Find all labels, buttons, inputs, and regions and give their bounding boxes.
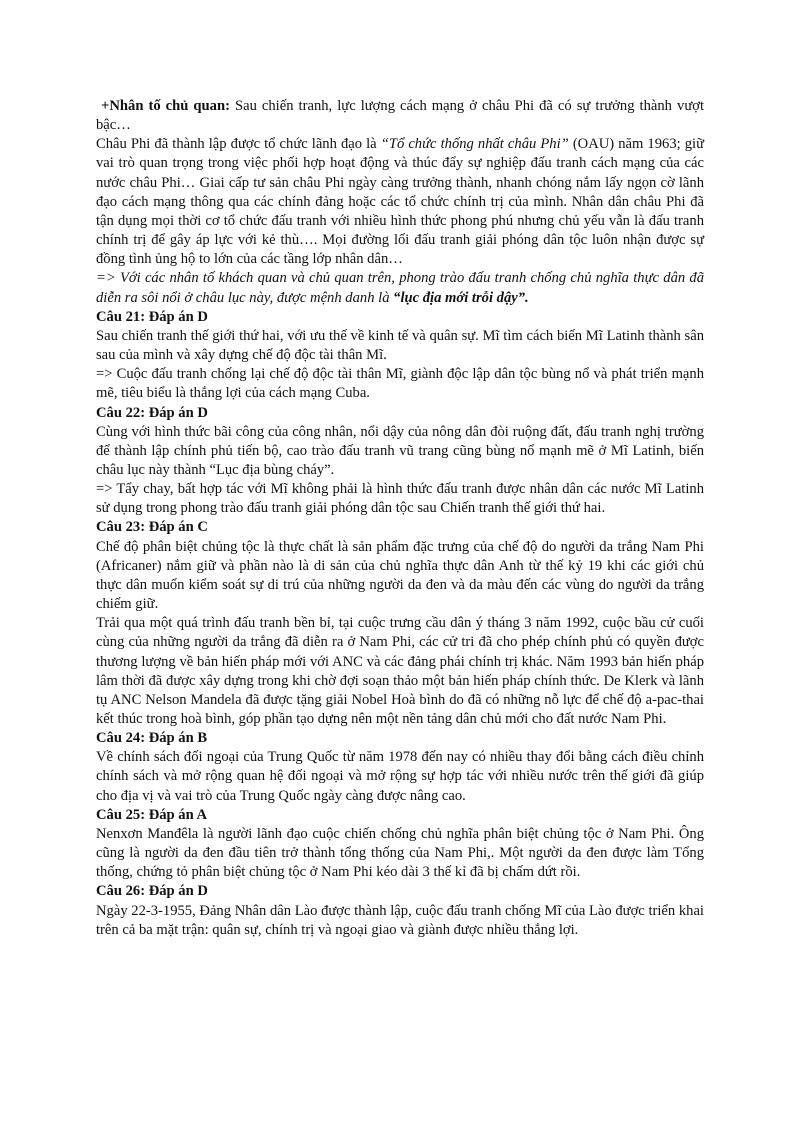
question-24-paragraph: Về chính sách đối ngoại của Trung Quốc từ năm 1978 đến nay có nhiều thay đổi bằng cách điều chỉnh chính sách và mở rộng quan hệ đối ngoại và mở rộng sự hợp tác với nhiều nước trên thế giới đã giúp cho địa vị và vai trò của Trung Quốc ngày càng được nâng cao.	[96, 749, 704, 804]
question-22-heading: Câu 22: Đáp án D	[96, 404, 208, 421]
question-21-paragraph: => Cuộc đấu tranh chống lại chế độ độc tài thân Mĩ, giành độc lập dân tộc bùng nổ và phát triển mạnh mẽ, tiêu biểu là thắng lợi của cách mạng Cuba.	[96, 366, 704, 402]
question-22-paragraph: => Tẩy chay, bất hợp tác với Mĩ không phải là hình thức đấu tranh được nhân dân các nước Mĩ Latinh sử dụng trong phong trào đấu tranh giải phóng dân tộc sau Chiến tranh thế giới thứ hai.	[96, 481, 704, 517]
paragraph-conclusion	[96, 269, 704, 307]
oau-name: “Tổ chức thống nhất châu Phi”	[380, 136, 569, 153]
question-23-paragraph: Trải qua một quá trình đấu tranh bền bỉ, tại cuộc trưng cầu dân ý tháng 3 năm 1992, cuộc bầu cử cuối cùng của những người da trắng đã diễn ra ở Nam Phi, các cử tri đã cho phép chính phủ có quyền được thương lượng về bản hiến pháp mới với ANC và các đảng phái chính trị khác. Năm 1993 bản hiến pháp lâm thời đã được xây dựng trong khi chờ đợi soạn thảo một bản hiến pháp chính thức. De Klerk và lãnh tụ ANC Nelson Mandela đã được tặng giải Nobel Hoà bình do đã có những nỗ lực để chế độ a-pac-thai kết thúc trong hoà bình, góp phần tạo dựng nên một nền tảng dân chủ mới cho đất nước Nam Phi.	[96, 615, 704, 727]
question-26-heading: Câu 26: Đáp án D	[96, 883, 208, 900]
question-25-paragraph: Nenxơn Manđêla là người lãnh đạo cuộc chiến chống chủ nghĩa phân biệt chủng tộc ở Nam Phi. Ông cũng là người da đen đầu tiên trở thành tổng thống của Nam Phi,. Một người da đen được làm Tổng thống, chứng tỏ phân biệt chủng tộc ở Nam Phi kéo dài 3 thế kỉ đã bị chấm dứt rồi.	[96, 825, 704, 881]
question-23-paragraph: Chế độ phân biệt chủng tộc là thực chất là sản phẩm đặc trưng của chế độ do người da trắng Nam Phi (Africaner) nắm giữ và phần nào là di sản của chủ nghĩa thực dân Anh từ thế kỷ 19 khi các giới chủ thực dân muốn kiểm soát sự di trú của những người da đen và da màu đến các vùng do người da trắng chiếm giữ.	[96, 538, 704, 613]
subjective-factor-label: +Nhân tố chủ quan:	[101, 98, 230, 114]
subjective-factor-text: Sau chiến tranh, lực lượng cách mạng ở châu Phi đã có sự trưởng thành vượt bậc…	[96, 98, 705, 134]
question-24-heading: Câu 24: Đáp án B	[96, 730, 208, 747]
conclusion-emphasis: “lục địa mới trỗi dậy”.	[393, 289, 529, 306]
question-21-heading: Câu 21: Đáp án D	[96, 308, 208, 325]
question-26-paragraph: Ngày 22-3-1955, Đảng Nhân dân Lào được thành lập, cuộc đấu tranh chống Mĩ của Lào được triển khai trên cả ba mặt trận: quân sự, chính trị và ngoại giao và giành được nhiều thắng lợi.	[96, 902, 704, 938]
document-page	[96, 97, 704, 940]
question-21-paragraph: Sau chiến tranh thế giới thứ hai, với ưu thế về kinh tế và quân sự. Mĩ tìm cách biến Mĩ Latinh thành sân sau của mình và xây dựng chế độ độc tài thân Mĩ.	[96, 327, 704, 364]
question-25-heading: Câu 25: Đáp án A	[96, 806, 208, 823]
paragraph-oau	[96, 135, 704, 269]
question-23-heading: Câu 23: Đáp án C	[96, 519, 208, 536]
question-22-paragraph: Cùng với hình thức bãi công của công nhân, nổi dậy của nông dân đòi ruộng đất, đấu tranh nghị trường để thành lập chính phủ tiến bộ, cao trào đấu tranh vũ trang cũng bùng nổ mạnh mẽ ở Mĩ Latinh, biến châu lục này thành “Lục địa bùng cháy”.	[96, 423, 704, 478]
oau-text-start: Châu Phi đã thành lập được tổ chức lãnh đạo là	[96, 136, 381, 153]
paragraph-subjective-factor	[96, 97, 704, 135]
conclusion-text: => Với các nhân tố khách quan và chủ quan trên, phong trào đấu tranh chống chủ nghĩa thực dân đã diễn ra sôi nổi ở châu lục này, được mệnh danh là	[96, 270, 704, 306]
oau-text-rest: (OAU) năm 1963; giữ vai trò quan trọng trong việc phối hợp hoạt động và thúc đẩy sự nghiệp đấu tranh cách mạng của các nước châu Phi… Giai cấp tư sản châu Phi ngày càng trưởng thành, nhanh chóng nắm lấy ngọn cờ lãnh đạo cách mạng thông qua các chính đảng hoặc các tổ chức chính trị của mình. Nhân dân châu Phi đã tận dụng mọi thời cơ tổ chức đấu tranh với nhiều hình thức phong phú nhưng chủ yếu vẫn là đấu tranh chính trị để gây áp lực với kẻ thù…. Mọi đường lối đấu tranh giải phóng dân tộc luôn nhận được sự đồng tình ủng hộ to lớn của các tầng lớp nhân dân…	[96, 136, 704, 268]
